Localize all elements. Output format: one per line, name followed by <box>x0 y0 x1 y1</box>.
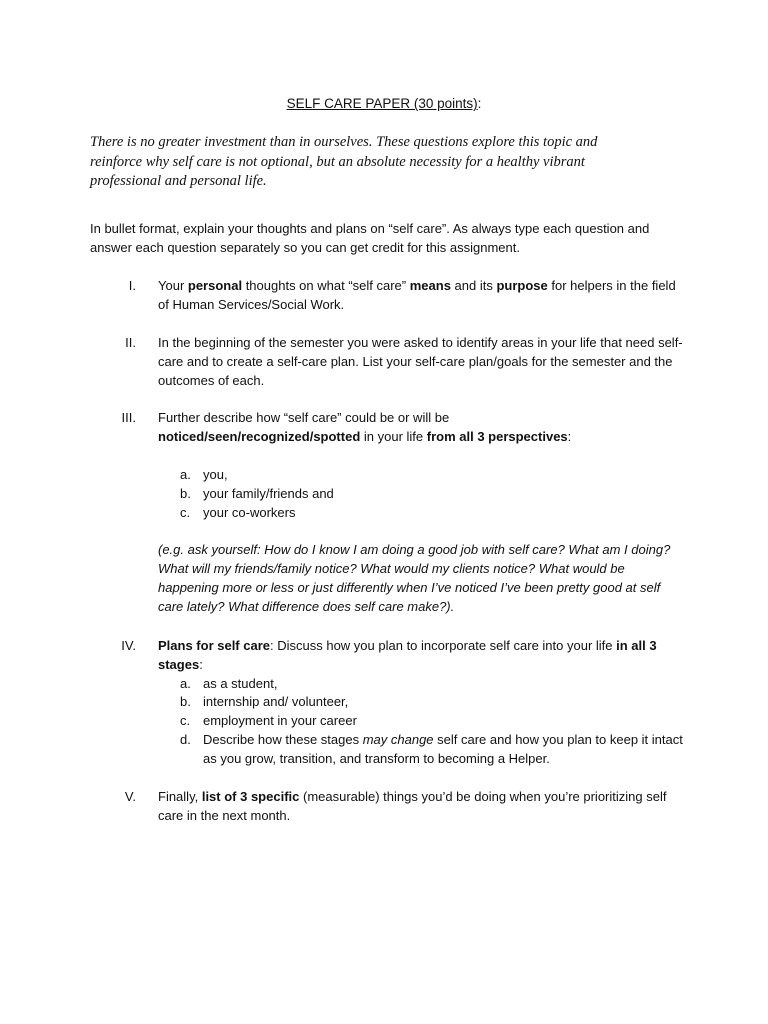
question-4-sub-b <box>180 692 348 711</box>
text-run: : <box>199 657 203 672</box>
question-3-text <box>158 408 688 446</box>
italic-run: may change <box>362 732 434 747</box>
bold-run: personal <box>187 278 243 293</box>
sub-text: as a student, <box>203 676 278 691</box>
question-4-sub-d-text <box>203 730 683 768</box>
question-4-text <box>158 636 688 674</box>
text-run: Finally, <box>158 789 202 804</box>
sub-text: internship and/ volunteer, <box>203 694 349 709</box>
title-text: SELF CARE PAPER (30 points) <box>286 96 478 111</box>
instructions-paragraph: In bullet format, explain your thoughts and plans on “self care”. As always type each question and answer each question separately so you can get credit for this assignment. <box>90 221 650 255</box>
sub-letter: b. <box>180 486 191 501</box>
text-run: for helpers in the field of Human Services/Social Work. <box>158 278 676 312</box>
bold-run: Plans for self care <box>158 638 270 653</box>
text-run: self care and how you plan to keep it intact as you grow, transition, and transform to becoming a Helper. <box>203 732 683 766</box>
sub-letter: a. <box>180 676 191 691</box>
question-3-sub-b <box>180 484 334 503</box>
sub-text: your family/friends and <box>203 486 334 501</box>
question-2-text: In the beginning of the semester you were asked to identify areas in your life that need self-care and to create a self-care plan. List your self-care plan/goals for the semester and the outcomes of each. <box>158 335 683 388</box>
sub-letter: a. <box>180 467 191 482</box>
sub-letter: d. <box>180 732 191 747</box>
question-4-number: IV. <box>121 638 136 653</box>
sub-text: you, <box>203 467 228 482</box>
question-1-text <box>158 276 688 314</box>
title-colon: : <box>477 96 482 111</box>
question-5-number: V. <box>124 789 136 804</box>
sub-letter: c. <box>180 713 191 728</box>
sub-letter: c. <box>180 505 191 520</box>
text-run: Your <box>158 278 188 293</box>
text-run: Further describe how “self care” could be or will be <box>158 410 450 425</box>
document-title <box>0 94 768 113</box>
text-run: thoughts on what “self care” <box>242 278 410 293</box>
bold-run: means <box>409 278 451 293</box>
text-run: (measurable) things you’d be doing when you’re prioritizing self care in the next month. <box>158 789 667 823</box>
question-3-sub-c <box>180 503 295 522</box>
bold-run: purpose <box>496 278 548 293</box>
text-run: and its <box>450 278 497 293</box>
text-run: in your life <box>360 429 427 444</box>
sub-text: employment in your career <box>203 713 357 728</box>
question-3-number: III. <box>121 410 136 425</box>
bold-run: list of 3 specific <box>201 789 300 804</box>
bold-run: from all 3 perspectives <box>426 429 568 444</box>
bold-run: noticed/seen/recognized/spotted <box>158 429 361 444</box>
bold-run: in all 3 stages <box>158 638 657 672</box>
question-1-number: I. <box>128 278 136 293</box>
question-4-sub-d <box>180 730 203 749</box>
sub-letter: b. <box>180 694 191 709</box>
question-5-text <box>158 787 688 825</box>
question-2-number: II. <box>125 335 136 350</box>
text-run: : Discuss how you plan to incorporate self care into your life <box>270 638 617 653</box>
intro-paragraph: There is no greater investment than in ourselves. These questions explore this topic and reinforce why self care is not optional, but an absolute necessity for a healthy vibrant professional and personal life. <box>90 134 598 189</box>
question-4-sub-a <box>180 674 277 693</box>
question-4-sub-c <box>180 711 357 730</box>
text-run: Describe how these stages <box>203 732 363 747</box>
sub-text: your co-workers <box>203 505 296 520</box>
text-run: : <box>567 429 572 444</box>
question-3-note: (e.g. ask yourself: How do I know I am doing a good job with self care? What am I doing? What will my friends/family notice? What would my clients notice? What would be happening more or less or just differently when I’ve noticed I’ve been pretty good at self care lately? What difference does self care make?). <box>158 542 671 614</box>
question-3-sub-a <box>180 465 228 484</box>
